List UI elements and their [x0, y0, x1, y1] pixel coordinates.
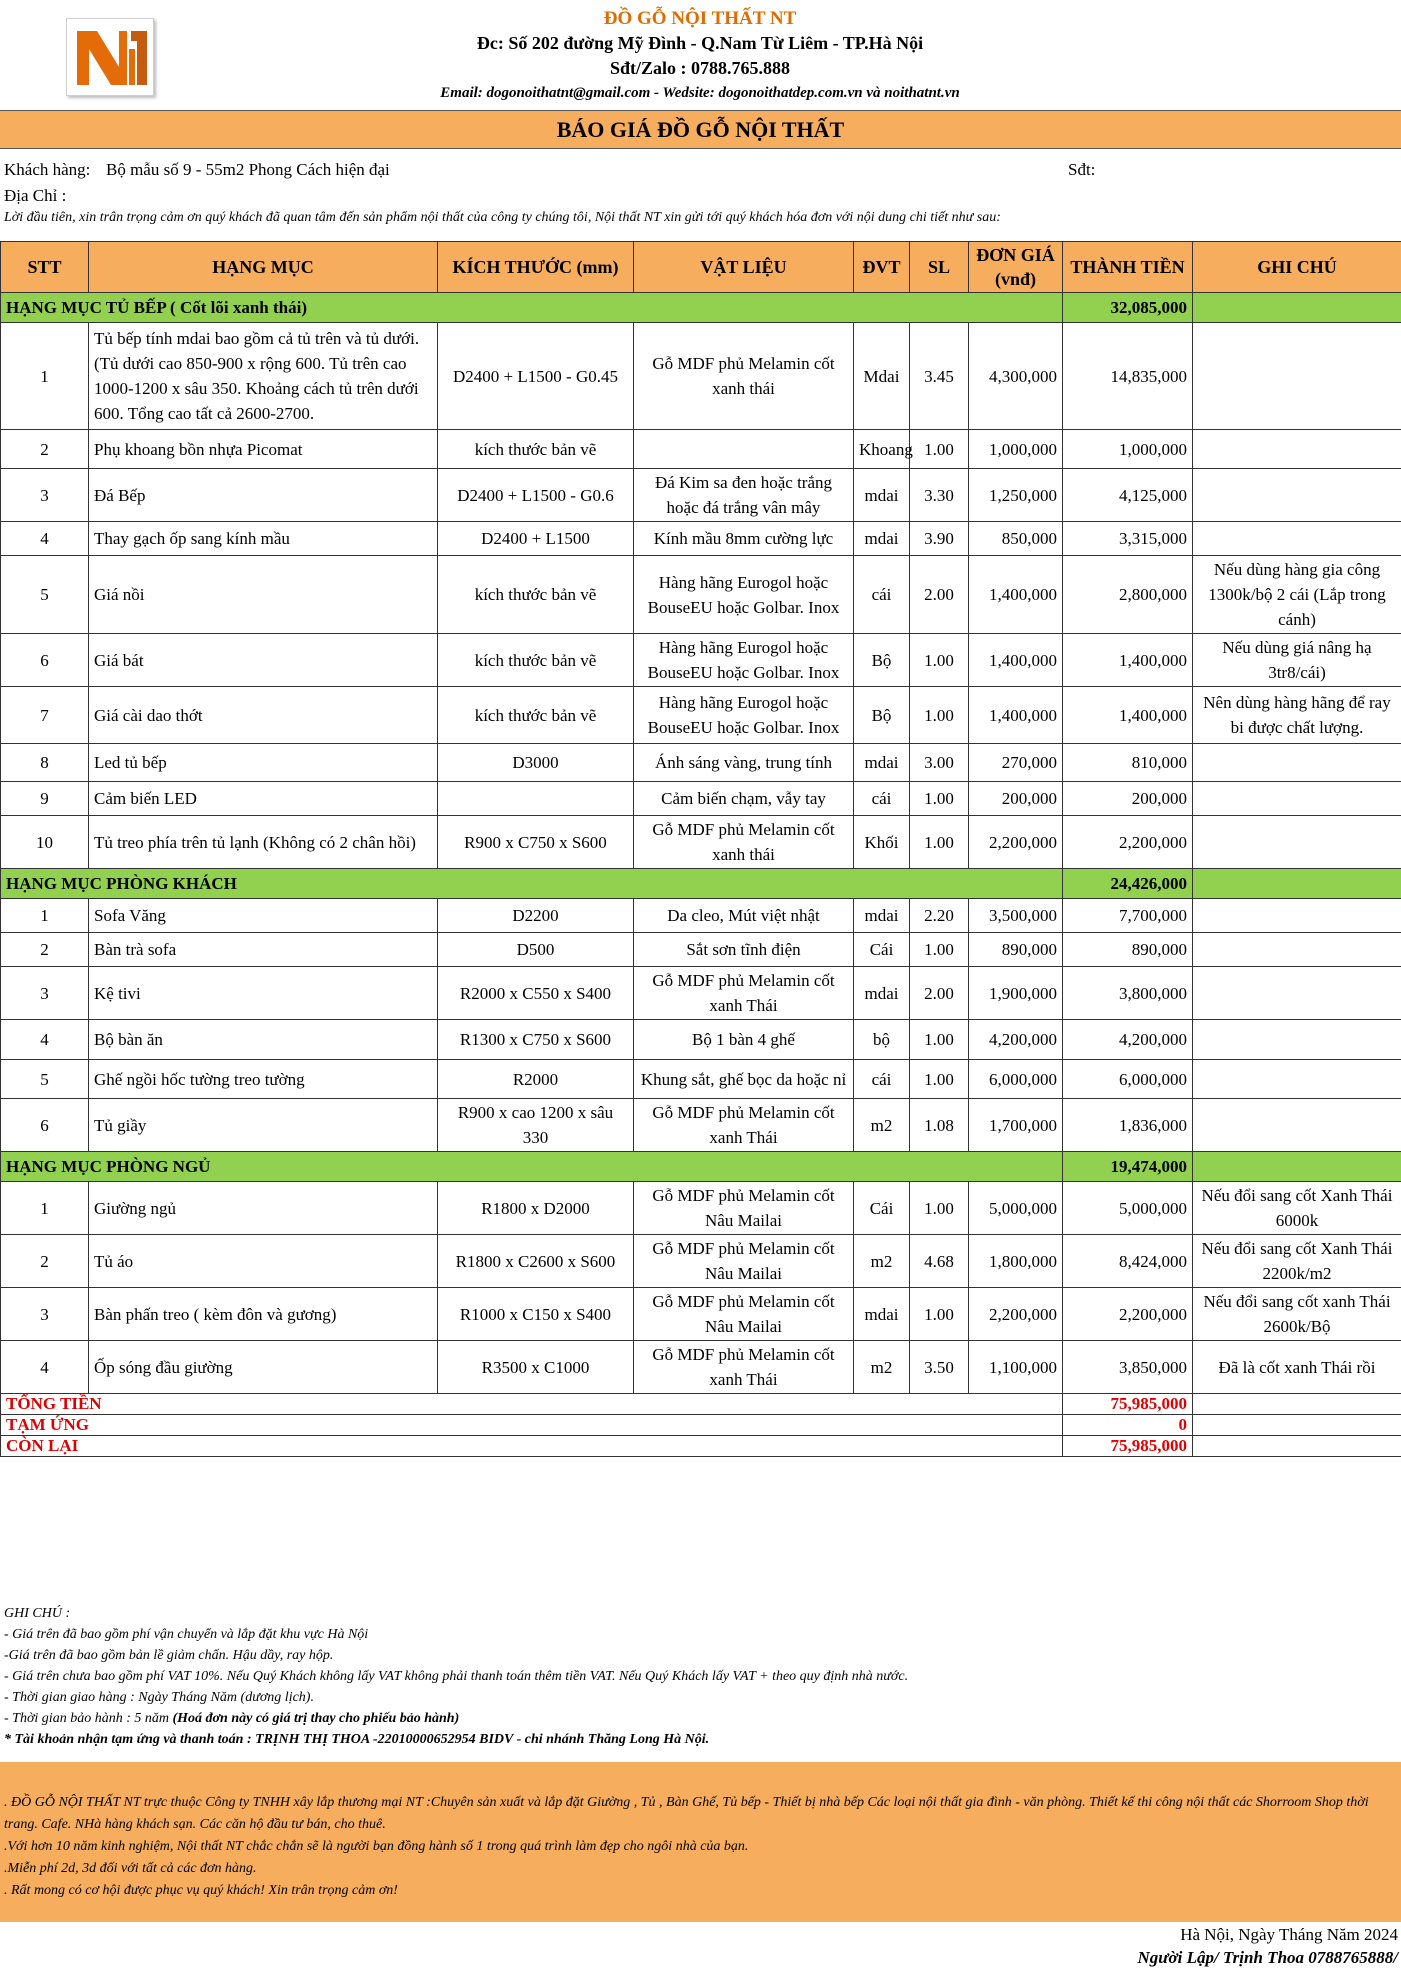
quotation-table — [0, 241, 1401, 1457]
row-size: D2400 + L1500 - G0.6 — [438, 469, 634, 522]
row-stt: 9 — [1, 782, 89, 816]
table-row — [1, 634, 1401, 687]
row-stt: 10 — [1, 816, 89, 869]
row-size: kích thước bản vẽ — [438, 634, 634, 687]
row-stt: 3 — [1, 469, 89, 522]
table-row — [1, 1235, 1401, 1288]
section-total: 19,474,000 — [1063, 1152, 1193, 1182]
row-amount: 810,000 — [1063, 744, 1193, 782]
row-item: Tủ treo phía trên tủ lạnh (Không có 2 chân hồi) — [89, 816, 438, 869]
document-title: BÁO GIÁ ĐỒ GỖ NỘI THẤT — [0, 110, 1401, 149]
row-size: R2000 x C550 x S400 — [438, 967, 634, 1020]
row-amount: 1,400,000 — [1063, 634, 1193, 687]
note-line: - Giá trên chưa bao gồm phí VAT 10%. Nếu Quý Khách không lấy VAT không phải thanh toán thêm tiền VAT. Nếu Quý Khách lấy VAT + theo quy định nhà nước. — [4, 1669, 909, 1684]
row-unit: Bộ — [854, 687, 910, 744]
section-total: 24,426,000 — [1063, 869, 1193, 899]
table-row — [1, 1341, 1401, 1394]
company-footer — [0, 1762, 1401, 1922]
row-stt: 3 — [1, 1288, 89, 1341]
row-unit: m2 — [854, 1341, 910, 1394]
table-row — [1, 816, 1401, 869]
row-note — [1193, 816, 1401, 869]
row-unit: mdai — [854, 1288, 910, 1341]
row-amount: 2,200,000 — [1063, 1288, 1193, 1341]
row-size: R1800 x C2600 x S600 — [438, 1235, 634, 1288]
row-item: Phụ khoang bồn nhựa Picomat — [89, 430, 438, 469]
column-header: STT — [1, 242, 89, 293]
row-price: 2,200,000 — [969, 1288, 1063, 1341]
row-qty: 3.90 — [910, 522, 969, 556]
row-price: 1,900,000 — [969, 967, 1063, 1020]
row-material: Hàng hãng Eurogol hoặc BouseEU hoặc Golbar. Inox — [634, 687, 854, 744]
table-row — [1, 323, 1401, 430]
table-row — [1, 744, 1401, 782]
row-size: R1800 x D2000 — [438, 1182, 634, 1235]
row-amount: 4,125,000 — [1063, 469, 1193, 522]
row-item: Giá nồi — [89, 556, 438, 634]
footer-line: . Rất mong có cơ hội được phục vụ quý khách! Xin trân trọng cảm ơn! — [4, 1883, 398, 1898]
table-row — [1, 967, 1401, 1020]
row-qty: 1.00 — [910, 634, 969, 687]
total-empty-note — [1193, 1394, 1401, 1415]
row-material: Gỗ MDF phủ Melamin cốt Nâu Mailai — [634, 1182, 854, 1235]
row-note: Nếu dùng hàng gia công 1300k/bộ 2 cái (Lắp trong cánh) — [1193, 556, 1401, 634]
section-name: HẠNG MỤC PHÒNG NGỦ — [1, 1152, 1063, 1182]
customer-phone-label: Sđt: — [1068, 160, 1096, 179]
row-amount: 1,000,000 — [1063, 430, 1193, 469]
row-amount: 3,800,000 — [1063, 967, 1193, 1020]
row-price: 2,200,000 — [969, 816, 1063, 869]
row-material: Sắt sơn tĩnh điện — [634, 933, 854, 967]
row-stt: 4 — [1, 1020, 89, 1060]
bank-account-line: * Tài khoản nhận tạm ứng và thanh toán : TRỊNH THỊ THOA -22010000652954 BIDV - chi nhánh Thăng Long Hà Nội. — [4, 1732, 710, 1747]
row-item: Tủ giầy — [89, 1099, 438, 1152]
row-stt: 2 — [1, 1235, 89, 1288]
row-item: Giá cài dao thớt — [89, 687, 438, 744]
row-unit: m2 — [854, 1235, 910, 1288]
row-unit: Khối — [854, 816, 910, 869]
row-unit: mdai — [854, 899, 910, 933]
section-name: HẠNG MỤC TỦ BẾP ( Cốt lõi xanh thái) — [1, 293, 1063, 323]
row-item: Ghế ngồi hốc tường treo tường — [89, 1060, 438, 1099]
row-unit: cái — [854, 1060, 910, 1099]
row-material: Khung sắt, ghế bọc da hoặc nỉ — [634, 1060, 854, 1099]
row-qty: 2.00 — [910, 556, 969, 634]
table-body — [1, 293, 1401, 1457]
table-row — [1, 430, 1401, 469]
table-row — [1, 899, 1401, 933]
row-amount: 1,400,000 — [1063, 687, 1193, 744]
table-row — [1, 556, 1401, 634]
section-total: 32,085,000 — [1063, 293, 1193, 323]
row-size: kích thước bản vẽ — [438, 430, 634, 469]
row-unit: Cái — [854, 933, 910, 967]
row-price: 3,500,000 — [969, 899, 1063, 933]
row-note — [1193, 430, 1401, 469]
row-stt: 4 — [1, 1341, 89, 1394]
signer-name: Người Lập/ Trịnh Thoa 0788765888/ — [1137, 1948, 1398, 1967]
section-header-row — [1, 869, 1401, 899]
row-price: 1,400,000 — [969, 687, 1063, 744]
row-size: D2400 + L1500 - G0.45 — [438, 323, 634, 430]
row-qty: 2.00 — [910, 967, 969, 1020]
row-note — [1193, 967, 1401, 1020]
row-qty: 1.00 — [910, 1020, 969, 1060]
row-price: 270,000 — [969, 744, 1063, 782]
company-phone: Sđt/Zalo : 0788.765.888 — [609, 58, 791, 78]
row-note — [1193, 323, 1401, 430]
table-row — [1, 1182, 1401, 1235]
footer-line: .Miễn phí 2d, 3d đối với tất cả các đơn hàng. — [4, 1861, 257, 1876]
row-size: R900 x cao 1200 x sâu 330 — [438, 1099, 634, 1152]
row-price: 1,800,000 — [969, 1235, 1063, 1288]
row-qty: 3.50 — [910, 1341, 969, 1394]
row-note: Nếu dùng giá nâng hạ 3tr8/cái) — [1193, 634, 1401, 687]
row-price: 1,000,000 — [969, 430, 1063, 469]
row-qty: 1.00 — [910, 1288, 969, 1341]
row-material: Cảm biến chạm, vẫy tay — [634, 782, 854, 816]
row-price: 200,000 — [969, 782, 1063, 816]
row-size: R1300 x C750 x S600 — [438, 1020, 634, 1060]
row-price: 890,000 — [969, 933, 1063, 967]
row-material — [634, 430, 854, 469]
row-amount: 3,850,000 — [1063, 1341, 1193, 1394]
total-value: 75,985,000 — [1063, 1394, 1193, 1415]
row-qty: 1.00 — [910, 687, 969, 744]
row-material: Bộ 1 bàn 4 ghế — [634, 1020, 854, 1060]
row-stt: 1 — [1, 1182, 89, 1235]
row-stt: 1 — [1, 899, 89, 933]
row-material: Hàng hãng Eurogol hoặc BouseEU hoặc Golbar. Inox — [634, 634, 854, 687]
table-row — [1, 1020, 1401, 1060]
company-logo — [66, 18, 154, 96]
row-item: Cảm biến LED — [89, 782, 438, 816]
row-note: Nếu đổi sang cốt xanh Thái 2600k/Bộ — [1193, 1288, 1401, 1341]
table-row — [1, 469, 1401, 522]
row-item: Giường ngủ — [89, 1182, 438, 1235]
row-price: 6,000,000 — [969, 1060, 1063, 1099]
row-size: kích thước bản vẽ — [438, 687, 634, 744]
signing-date: Hà Nội, Ngày Tháng Năm 2024 — [1180, 1925, 1398, 1944]
row-amount: 1,836,000 — [1063, 1099, 1193, 1152]
row-unit: Bộ — [854, 634, 910, 687]
row-unit: Cái — [854, 1182, 910, 1235]
row-amount: 4,200,000 — [1063, 1020, 1193, 1060]
row-amount: 200,000 — [1063, 782, 1193, 816]
row-size: R2000 — [438, 1060, 634, 1099]
company-name: ĐỒ GỖ NỘI THẤT NT — [603, 8, 797, 29]
note-line: - Giá trên đã bao gồm phí vận chuyển và lắp đặt khu vực Hà Nội — [4, 1627, 369, 1642]
row-note: Nếu đổi sang cốt Xanh Thái 6000k — [1193, 1182, 1401, 1235]
total-empty-note — [1193, 1436, 1401, 1457]
row-item: Thay gạch ốp sang kính mầu — [89, 522, 438, 556]
row-material: Ánh sáng vàng, trung tính — [634, 744, 854, 782]
row-unit: mdai — [854, 967, 910, 1020]
row-item: Tủ bếp tính mdai bao gồm cả tủ trên và tủ dưới. (Tủ dưới cao 850-900 x rộng 600. Tủ trên cao 1000-1200 x sâu 350. Khoảng cách tủ trên dưới 600. Tổng cao tất cả 2600-2700. — [89, 323, 438, 430]
row-item: Đá Bếp — [89, 469, 438, 522]
column-header: GHI CHÚ — [1193, 242, 1401, 293]
total-label: CÒN LẠI — [1, 1436, 1063, 1457]
row-price: 1,100,000 — [969, 1341, 1063, 1394]
row-note: Đã là cốt xanh Thái rồi — [1193, 1341, 1401, 1394]
row-size: D2400 + L1500 — [438, 522, 634, 556]
row-qty: 1.00 — [910, 816, 969, 869]
company-address: Đc: Số 202 đường Mỹ Đình - Q.Nam Từ Liêm - TP.Hà Nội — [476, 33, 924, 53]
total-row — [1, 1394, 1401, 1415]
customer-address-label: Địa Chỉ : — [4, 186, 67, 205]
row-unit: bộ — [854, 1020, 910, 1060]
row-amount: 3,315,000 — [1063, 522, 1193, 556]
row-note — [1193, 522, 1401, 556]
total-row — [1, 1415, 1401, 1436]
footer-line: .Với hơn 10 năm kinh nghiệm, Nội thất NT chắc chắn sẽ là người bạn đồng hành số 1 trong quá trình làm đẹp cho ngôi nhà của bạn. — [4, 1839, 749, 1854]
row-stt: 5 — [1, 1060, 89, 1099]
row-qty: 1.00 — [910, 1182, 969, 1235]
row-size: D3000 — [438, 744, 634, 782]
row-item: Kệ tivi — [89, 967, 438, 1020]
row-price: 850,000 — [969, 522, 1063, 556]
row-qty: 1.00 — [910, 430, 969, 469]
section-header-row — [1, 1152, 1401, 1182]
row-unit: mdai — [854, 469, 910, 522]
table-row — [1, 933, 1401, 967]
row-item: Bàn phấn treo ( kèm đôn và gương) — [89, 1288, 438, 1341]
intro-text: Lời đầu tiên, xin trân trọng cảm ơn quý khách đã quan tâm đến sản phẩm nội thất của công ty chúng tôi, Nội thất NT xin gửi tới quý khách hóa đơn với nội dung chi tiết như sau: — [4, 210, 1001, 225]
row-price: 1,400,000 — [969, 556, 1063, 634]
row-amount: 2,800,000 — [1063, 556, 1193, 634]
row-stt: 2 — [1, 933, 89, 967]
row-qty: 1.00 — [910, 1060, 969, 1099]
row-amount: 890,000 — [1063, 933, 1193, 967]
row-item: Bộ bàn ăn — [89, 1020, 438, 1060]
row-note — [1193, 1060, 1401, 1099]
row-unit: cái — [854, 782, 910, 816]
row-amount: 2,200,000 — [1063, 816, 1193, 869]
row-item: Giá bát — [89, 634, 438, 687]
row-stt: 3 — [1, 967, 89, 1020]
row-item: Ốp sóng đầu giường — [89, 1341, 438, 1394]
row-note — [1193, 782, 1401, 816]
total-value: 0 — [1063, 1415, 1193, 1436]
total-value: 75,985,000 — [1063, 1436, 1193, 1457]
section-header-row — [1, 293, 1401, 323]
row-qty: 3.30 — [910, 469, 969, 522]
row-material: Đá Kim sa đen hoặc trắng hoặc đá trắng vân mây — [634, 469, 854, 522]
row-item: Sofa Văng — [89, 899, 438, 933]
table-row — [1, 782, 1401, 816]
row-material: Gỗ MDF phủ Melamin cốt xanh Thái — [634, 967, 854, 1020]
section-empty-note — [1193, 1152, 1401, 1182]
row-note — [1193, 1099, 1401, 1152]
row-qty: 1.08 — [910, 1099, 969, 1152]
note-line: -Giá trên đã bao gồm bản lề giảm chấn. Hậu dầy, ray hộp. — [4, 1648, 334, 1663]
row-stt: 5 — [1, 556, 89, 634]
total-label: TỔNG TIỀN — [1, 1394, 1063, 1415]
row-item: Bàn trà sofa — [89, 933, 438, 967]
customer-label: Khách hàng: — [4, 160, 91, 179]
row-price: 1,250,000 — [969, 469, 1063, 522]
table-header-row — [1, 242, 1401, 293]
row-price: 1,400,000 — [969, 634, 1063, 687]
company-header — [0, 0, 1401, 108]
row-material: Hàng hãng Eurogol hoặc BouseEU hoặc Golbar. Inox — [634, 556, 854, 634]
row-size: D500 — [438, 933, 634, 967]
company-info — [300, 6, 1100, 106]
row-stt: 8 — [1, 744, 89, 782]
row-material: Gỗ MDF phủ Melamin cốt xanh thái — [634, 816, 854, 869]
row-price: 1,700,000 — [969, 1099, 1063, 1152]
row-qty: 1.00 — [910, 782, 969, 816]
total-empty-note — [1193, 1415, 1401, 1436]
row-size: R3500 x C1000 — [438, 1341, 634, 1394]
row-qty: 2.20 — [910, 899, 969, 933]
row-material: Kính mầu 8mm cường lực — [634, 522, 854, 556]
row-unit: Mdai — [854, 323, 910, 430]
total-row — [1, 1436, 1401, 1457]
row-stt: 6 — [1, 634, 89, 687]
row-amount: 6,000,000 — [1063, 1060, 1193, 1099]
column-header: SL — [910, 242, 969, 293]
row-size: R1000 x C150 x S400 — [438, 1288, 634, 1341]
row-stt: 2 — [1, 430, 89, 469]
row-material: Da cleo, Mút việt nhật — [634, 899, 854, 933]
row-material: Gỗ MDF phủ Melamin cốt Nâu Mailai — [634, 1235, 854, 1288]
table-row — [1, 522, 1401, 556]
notes-block — [4, 1603, 1394, 1750]
row-material: Gỗ MDF phủ Melamin cốt Nâu Mailai — [634, 1288, 854, 1341]
column-header: ĐƠN GIÁ (vnđ) — [969, 242, 1063, 293]
section-empty-note — [1193, 869, 1401, 899]
note-line-warranty — [4, 1708, 1394, 1729]
notes-heading: GHI CHÚ : — [4, 1606, 71, 1621]
row-price: 4,200,000 — [969, 1020, 1063, 1060]
row-qty: 1.00 — [910, 933, 969, 967]
row-material: Gỗ MDF phủ Melamin cốt xanh Thái — [634, 1341, 854, 1394]
table-row — [1, 687, 1401, 744]
row-size — [438, 782, 634, 816]
row-qty: 3.00 — [910, 744, 969, 782]
row-unit: cái — [854, 556, 910, 634]
row-note — [1193, 933, 1401, 967]
row-note: Nên dùng hàng hãng để ray bi được chất lượng. — [1193, 687, 1401, 744]
row-price: 5,000,000 — [969, 1182, 1063, 1235]
row-amount: 14,835,000 — [1063, 323, 1193, 430]
row-unit: m2 — [854, 1099, 910, 1152]
section-empty-note — [1193, 293, 1401, 323]
row-note: Nếu đổi sang cốt Xanh Thái 2200k/m2 — [1193, 1235, 1401, 1288]
row-material: Gỗ MDF phủ Melamin cốt xanh Thái — [634, 1099, 854, 1152]
row-unit: Khoang — [854, 430, 910, 469]
note-line: - Thời gian giao hàng : Ngày Tháng Năm (dương lịch). — [4, 1690, 314, 1705]
column-header: VẬT LIỆU — [634, 242, 854, 293]
row-stt: 6 — [1, 1099, 89, 1152]
warranty-bold-text: (Hoá đơn này có giá trị thay cho phiếu bảo hành) — [172, 1711, 460, 1726]
row-note — [1193, 899, 1401, 933]
row-stt: 4 — [1, 522, 89, 556]
row-stt: 7 — [1, 687, 89, 744]
table-row — [1, 1288, 1401, 1341]
row-size: kích thước bản vẽ — [438, 556, 634, 634]
customer-value: Bộ mẫu số 9 - 55m2 Phong Cách hiện đại — [106, 160, 390, 179]
table-row — [1, 1060, 1401, 1099]
row-size: R900 x C750 x S600 — [438, 816, 634, 869]
row-unit: mdai — [854, 522, 910, 556]
total-label: TẠM ỨNG — [1, 1415, 1063, 1436]
row-qty: 3.45 — [910, 323, 969, 430]
row-item: Tủ áo — [89, 1235, 438, 1288]
nt-logo-icon — [67, 19, 155, 97]
row-price: 4,300,000 — [969, 323, 1063, 430]
row-size: D2200 — [438, 899, 634, 933]
row-item: Led tủ bếp — [89, 744, 438, 782]
column-header: ĐVT — [854, 242, 910, 293]
footer-line: . ĐỒ GỖ NỘI THẤT NT trực thuộc Công ty TNHH xây lắp thương mại NT :Chuyên sản xuất và lắp đặt Giường , Tủ , Bàn Ghế, Tủ bếp - Thiết bị nhà bếp Các loại nội thất gia đình - văn phòng. Thiết kế thi công nội thất các Shorroom Shop thời trang. Cafe. NHà hàng khách sạn. Các căn hộ đầu tư bán, cho thuê. — [4, 1795, 1369, 1832]
row-note — [1193, 744, 1401, 782]
row-note — [1193, 469, 1401, 522]
warranty-text: - Thời gian bảo hành : 5 năm — [4, 1711, 169, 1726]
row-amount: 8,424,000 — [1063, 1235, 1193, 1288]
table-row — [1, 1099, 1401, 1152]
row-note — [1193, 1020, 1401, 1060]
row-amount: 7,700,000 — [1063, 899, 1193, 933]
row-material: Gỗ MDF phủ Melamin cốt xanh thái — [634, 323, 854, 430]
row-unit: mdai — [854, 744, 910, 782]
row-amount: 5,000,000 — [1063, 1182, 1193, 1235]
column-header: THÀNH TIỀN — [1063, 242, 1193, 293]
row-stt: 1 — [1, 323, 89, 430]
column-header: KÍCH THƯỚC (mm) — [438, 242, 634, 293]
row-qty: 4.68 — [910, 1235, 969, 1288]
column-header: HẠNG MỤC — [89, 242, 438, 293]
company-contacts: Email: dogonoithatnt@gmail.com - Wedsite: dogonoithatdep.com.vn và noithatnt.vn — [440, 85, 960, 101]
section-name: HẠNG MỤC PHÒNG KHÁCH — [1, 869, 1063, 899]
